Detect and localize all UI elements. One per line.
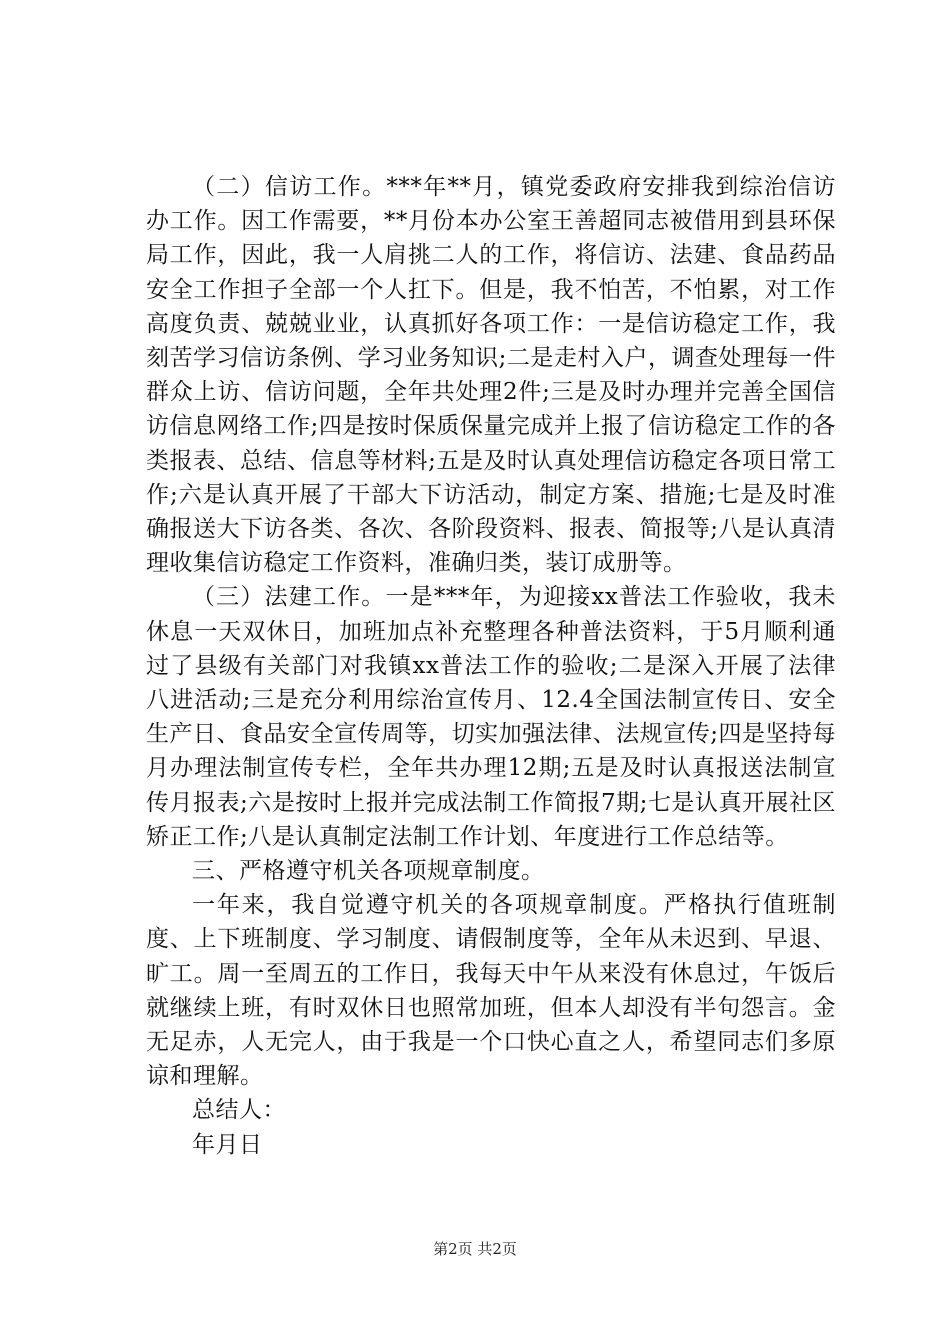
page-footer: 第2页 共2页 bbox=[433, 1240, 517, 1258]
signature-summarizer: 总结人： bbox=[192, 1097, 286, 1124]
paragraph-legal-work: （三）法建工作。一是***年，为迎接xx普法工作验收，我未休息一天双休日，加班加点补充整理各种普法资料，于5月顺利通过了县级有关部门对我镇xx普法工作的验收;二是深入开展了法律八进活动;三是充分利用综治宣传月、12.4全国法制宣传日、安全生产日、食品安全宣传周等，切实加强法律、法规宣传;四是坚持每月办理法制宣传专栏，全年共办理12期;五是及时认真报送法制宣传月报表;六是按时上报并完成法制工作简报7期;七是认真开展社区矫正工作;八是认真制定法制工作计划、年度进行工作总结等。 bbox=[146, 584, 836, 850]
signature-date: 年月日 bbox=[192, 1131, 263, 1158]
section-heading-rules: 三、严格遵守机关各项规章制度。 bbox=[192, 858, 545, 885]
paragraph-petition-work: （二）信访工作。***年**月，镇党委政府安排我到综治信访办工作。因工作需要，**月份本办公室王善超同志被借用到县环保局工作，因此，我一人肩挑二人的工作，将信访、法建、食品药品安全工作担子全部一个人扛下。但是，我不怕苦，不怕累，对工作高度负责、兢兢业业，认真抓好各项工作：一是信访稳定工作，我刻苦学习信访条例、学习业务知识;二是走村入户，调查处理每一件群众上访、信访问题，全年共处理2件;三是及时办理并完善全国信访信息网络工作;四是按时保质保量完成并上报了信访稳定工作的各类报表、总结、信息等材料;五是及时认真处理信访稳定各项日常工作;六是认真开展了干部大下访活动，制定方案、措施;七是及时准确报送大下访各类、各次、各阶段资料、报表、简报等;八是认真清理收集信访稳定工作资料，准确归类，装订成册等。 bbox=[146, 174, 836, 577]
paragraph-rules-compliance: 一年来，我自觉遵守机关的各项规章制度。严格执行值班制度、上下班制度、学习制度、请假制度等，全年从未迟到、早退、旷工。周一至周五的工作日，我每天中午从来没有休息过，午饭后就继续上班，有时双休日也照常加班，但本人却没有半句怨言。金无足赤，人无完人，由于我是一个口快心直之人，希望同志们多原谅和理解。 bbox=[146, 892, 836, 1090]
document-body bbox=[146, 170, 836, 1162]
